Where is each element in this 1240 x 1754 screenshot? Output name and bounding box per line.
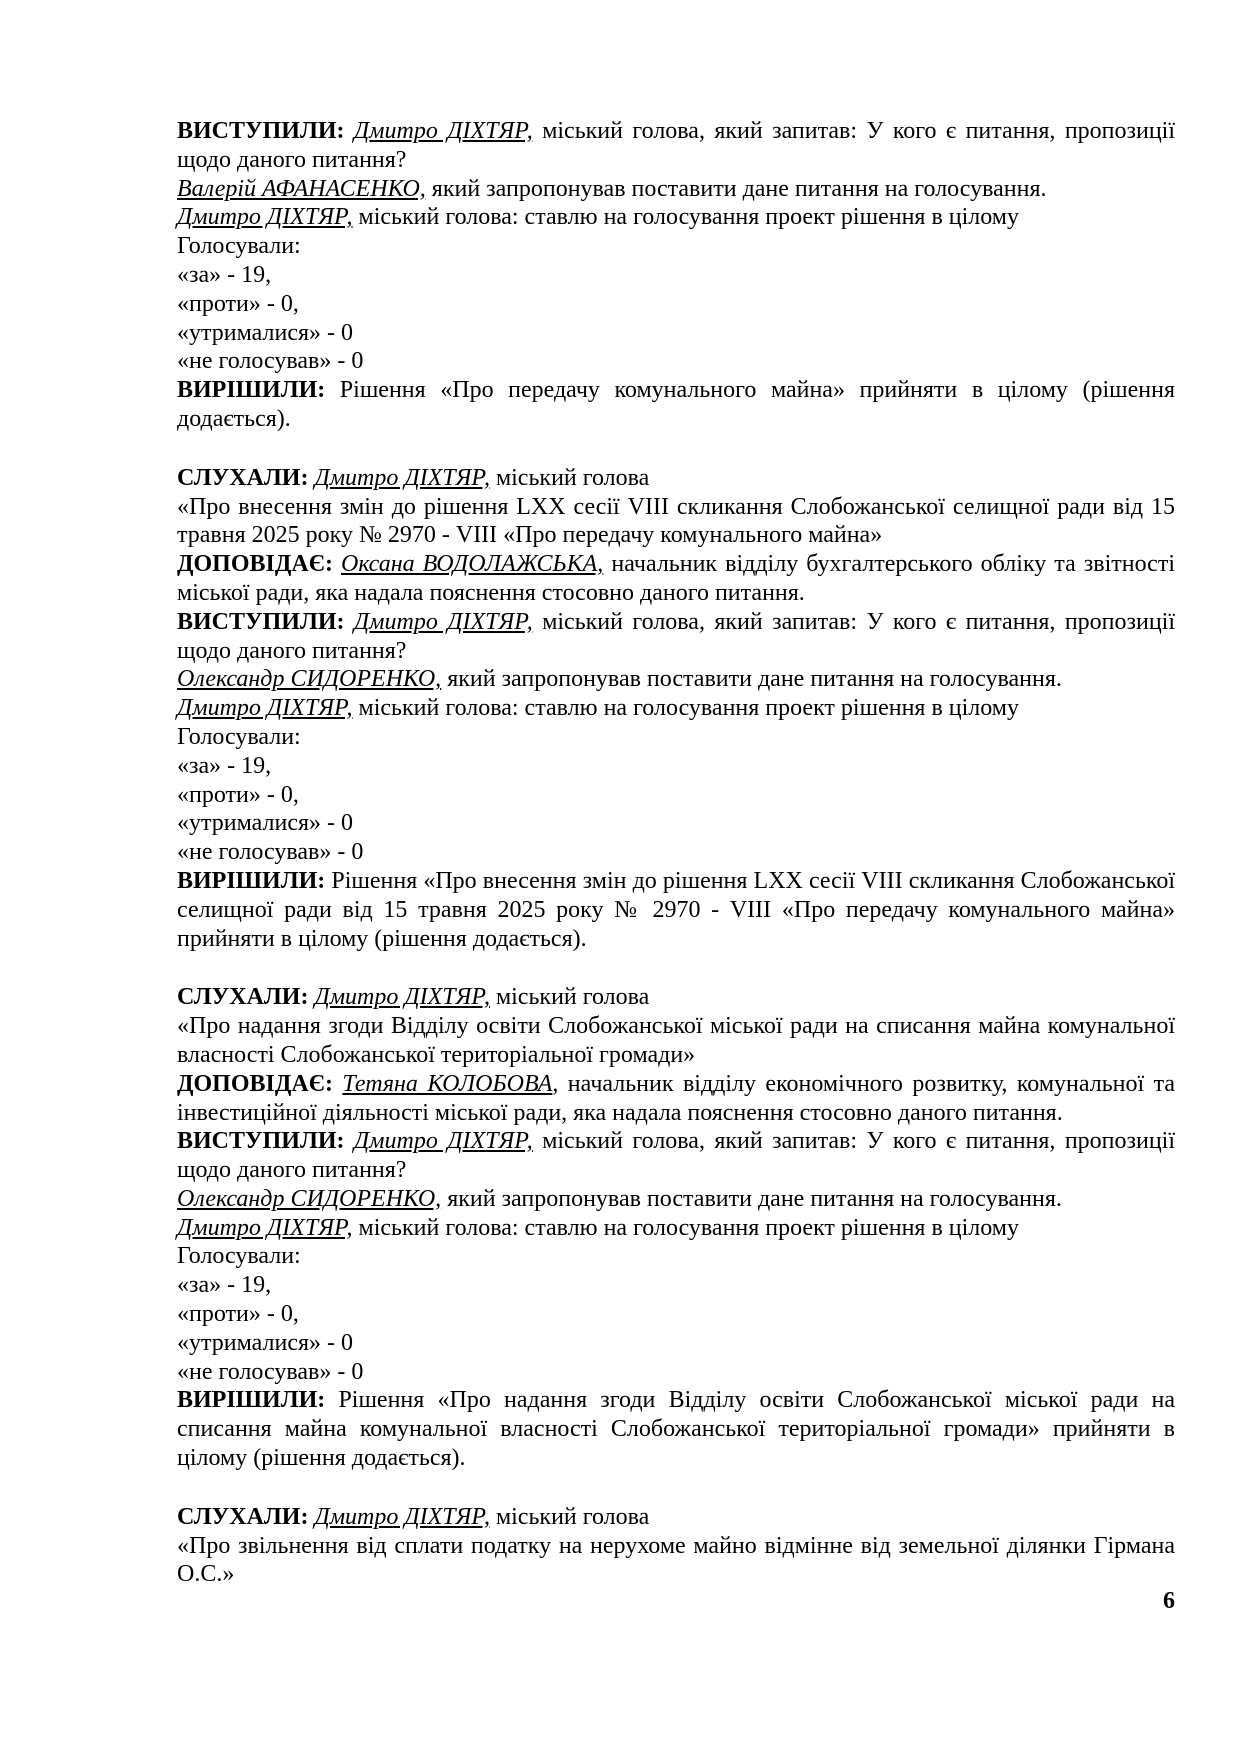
speakers-paragraph xyxy=(177,608,1175,666)
speakers-label: ВИСТУПИЛИ: xyxy=(177,608,345,635)
speaker-name: Дмитро ДІХТЯР, xyxy=(177,695,353,722)
speaker-name: Дмитро ДІХТЯР, xyxy=(314,1503,490,1530)
vote-call-line xyxy=(177,694,1175,723)
decision-label: ВИРІШИЛИ: xyxy=(177,377,326,404)
decision-paragraph xyxy=(177,1386,1175,1472)
proposal-line xyxy=(177,665,1175,694)
vote-against: «проти» - 0, xyxy=(177,781,299,808)
decision-paragraph xyxy=(177,867,1175,953)
report-text: начальник відділу бухгалтерського обліку та звітності міської ради, яка надала пояснення стосовно даного питання. xyxy=(177,551,1175,606)
proposal-text: який запропонував поставити дане питання на голосування. xyxy=(441,666,1062,693)
vote-not-voted: «не голосував» - 0 xyxy=(177,839,364,866)
heard-label: СЛУХАЛИ: xyxy=(177,464,309,491)
vote-abstained: «утрималися» - 0 xyxy=(177,319,354,346)
heard-line xyxy=(177,983,1175,1012)
page-number: 6 xyxy=(1163,1588,1175,1614)
voted-label: Голосували: xyxy=(177,233,301,260)
speakers-label: ВИСТУПИЛИ: xyxy=(177,1128,345,1155)
speaker-text: міський голова, який запитав: У кого є питання, пропозиції щодо даного питання? xyxy=(177,118,1176,173)
speaker-name: Дмитро ДІХТЯР, xyxy=(177,204,353,231)
vote-call-line xyxy=(177,203,1175,232)
vote-for: «за» - 19, xyxy=(177,261,272,288)
agenda-title: «Про надання згоди Відділу освіти Слобожанської міської ради на списання майна комунальної власності Слобожанської територіальної громади» xyxy=(177,1013,1175,1068)
speaker-role: міський голова xyxy=(489,464,650,491)
report-text: , начальник відділу економічного розвитку, комунальної та інвестиційної діяльності міської ради, яка надала пояснення стосовно даного питання. xyxy=(177,1070,1175,1126)
heard-label: СЛУХАЛИ: xyxy=(177,1503,309,1530)
report-paragraph xyxy=(177,1070,1175,1128)
vote-call-line xyxy=(177,1214,1175,1243)
decision-label: ВИРІШИЛИ: xyxy=(177,1387,326,1414)
proposal-line xyxy=(177,175,1175,204)
report-label: ДОПОВІДАЄ: xyxy=(177,551,333,578)
vote-abstained: «утрималися» - 0 xyxy=(177,1329,354,1356)
proposer-name: Валерій АФАНАСЕНКО, xyxy=(177,175,426,202)
speaker-role: міський голова xyxy=(489,1503,650,1530)
speaker-role: міський голова xyxy=(489,984,650,1011)
decision-text: Рішення «Про надання згоди Відділу освіти Слобожанської міської ради на списання майна комунальної власності Слобожанської територіальної громади» прийняти в цілому (рішення додається). xyxy=(177,1387,1175,1472)
speaker-name: Дмитро ДІХТЯР, xyxy=(353,118,533,144)
speakers-paragraph xyxy=(177,117,1175,175)
speakers-label: ВИСТУПИЛИ: xyxy=(177,118,345,144)
vote-against: «проти» - 0, xyxy=(177,1301,299,1328)
decision-text: Рішення «Про внесення змін до рішення LXX сесії VIII скликання Слобожанської селищної ради від 15 травня 2025 року № 2970 - VIII «Про передачу комунального майна» прийняти в цілому (рішення додається). xyxy=(177,867,1175,952)
voted-label: Голосували: xyxy=(177,1243,301,1270)
decision-text: Рішення «Про передачу комунального майна» прийняти в цілому (рішення додається). xyxy=(177,377,1175,432)
speaker-name: Дмитро ДІХТЯР, xyxy=(314,464,490,491)
heard-line xyxy=(177,1503,1175,1532)
speakers-paragraph xyxy=(177,1127,1175,1185)
agenda-title: «Про звільнення від сплати податку на нерухоме майно відмінне від земельної ділянки Гірмана О.С.» xyxy=(177,1532,1175,1588)
proposer-name: Олександр СИДОРЕНКО, xyxy=(177,666,442,693)
document-page xyxy=(177,117,1175,1589)
proposal-line xyxy=(177,1185,1175,1214)
vote-call-text: міський голова: ставлю на голосування проект рішення в цілому xyxy=(352,695,1019,722)
vote-call-text: міський голова: ставлю на голосування проект рішення в цілому xyxy=(352,204,1019,231)
decision-label: ВИРІШИЛИ: xyxy=(177,867,326,894)
speaker-text: міський голова, який запитав: У кого є питання, пропозиції щодо даного питання? xyxy=(177,1128,1176,1184)
vote-for: «за» - 19, xyxy=(177,752,272,779)
vote-not-voted: «не голосував» - 0 xyxy=(177,1358,364,1385)
proposer-name: Олександр СИДОРЕНКО, xyxy=(177,1185,442,1212)
vote-for: «за» - 19, xyxy=(177,1272,272,1299)
vote-not-voted: «не голосував» - 0 xyxy=(177,348,364,375)
reporter-name: Тетяна КОЛОБОВА xyxy=(342,1070,553,1097)
vote-call-text: міський голова: ставлю на голосування проект рішення в цілому xyxy=(352,1214,1019,1241)
speaker-text: міський голова, який запитав: У кого є питання, пропозиції щодо даного питання? xyxy=(177,608,1176,664)
proposal-text: який запропонував поставити дане питання на голосування. xyxy=(425,175,1047,202)
speaker-name: Дмитро ДІХТЯР, xyxy=(353,1128,533,1155)
vote-abstained: «утрималися» - 0 xyxy=(177,810,354,837)
heard-line xyxy=(177,464,1175,493)
vote-against: «проти» - 0, xyxy=(177,290,299,317)
agenda-title: «Про внесення змін до рішення LXX сесії VIII скликання Слобожанської селищної ради від 15 травня 2025 року № 2970 - VIII «Про передачу комунального майна» xyxy=(177,493,1175,549)
report-label: ДОПОВІДАЄ: xyxy=(177,1070,333,1097)
reporter-name: Оксана ВОДОЛАЖСЬКА, xyxy=(341,551,604,578)
proposal-text: який запропонував поставити дане питання на голосування. xyxy=(441,1185,1062,1212)
decision-paragraph xyxy=(177,376,1175,434)
voted-label: Голосували: xyxy=(177,723,301,750)
report-paragraph xyxy=(177,550,1175,608)
heard-label: СЛУХАЛИ: xyxy=(177,984,309,1011)
speaker-name: Дмитро ДІХТЯР, xyxy=(353,608,533,635)
speaker-name: Дмитро ДІХТЯР, xyxy=(177,1214,353,1241)
speaker-name: Дмитро ДІХТЯР, xyxy=(314,984,490,1011)
